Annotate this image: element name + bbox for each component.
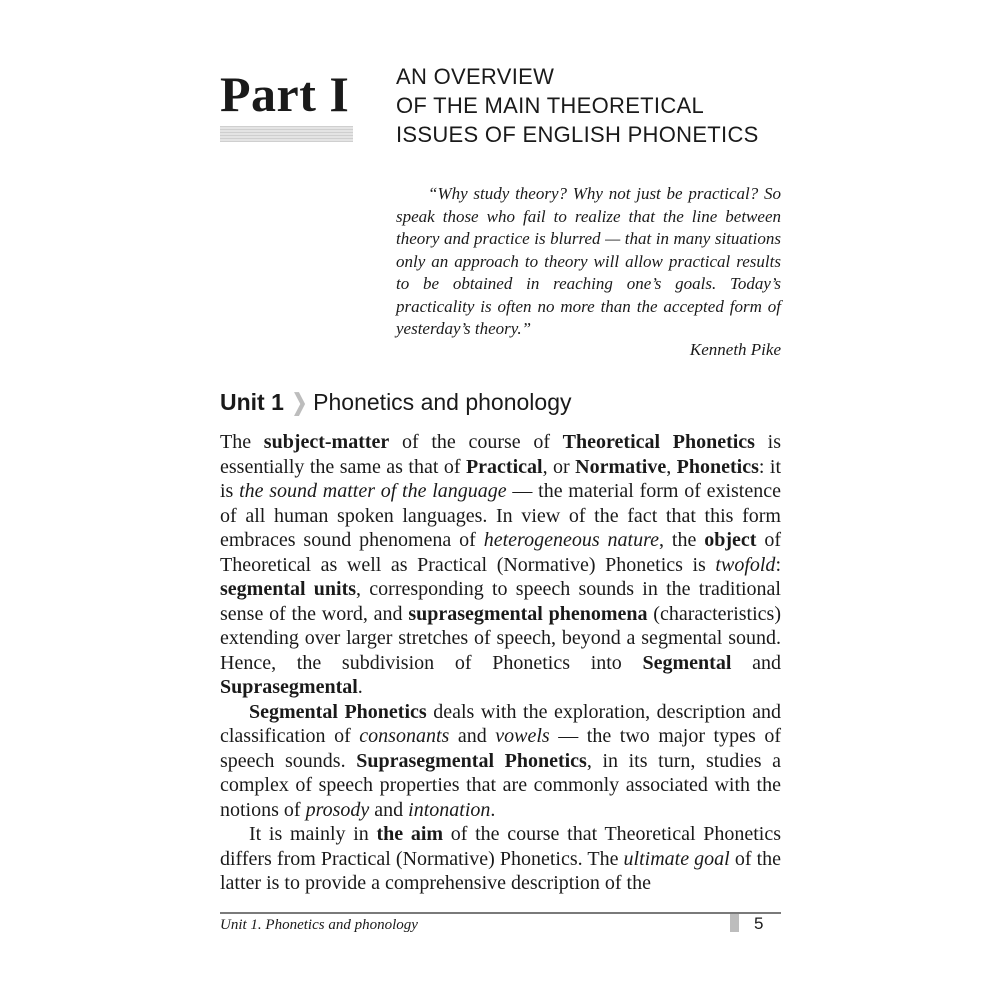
epigraph-quote: “Why study theory? Why not just be practical? So speak those who fail to realize that the line between theory and practice is blurred — that in many situations only an approach to theory will allow practical results to be obtained in reaching one’s goals. Today’s practicality is often no more than the accepted form of yesterday’s theory.”	[396, 184, 781, 338]
bold-term: Suprasegmental	[220, 676, 358, 698]
italic-term: prosody	[305, 798, 370, 821]
part-title-underline-bar	[220, 126, 353, 142]
text-run: and	[369, 798, 409, 821]
text-run: :	[775, 553, 781, 576]
text-run: deals with the exploration, description and classification of	[220, 700, 781, 747]
text-run: — the two major types of speech sounds.	[220, 725, 781, 772]
part-heading-line: OF THE MAIN THEORETICAL	[396, 93, 705, 118]
body-text	[220, 430, 781, 896]
unit-title: Phonetics and phonology	[313, 389, 572, 415]
text-run: of the course of	[389, 431, 563, 453]
text-run: of Theoretical as well as Practical (Normative) Phonetics is	[220, 529, 781, 576]
text-run: , the	[659, 529, 705, 551]
text-run: is essentially the same as that of	[220, 431, 781, 478]
part-heading	[396, 62, 759, 149]
bold-term: subject-matter	[263, 431, 390, 453]
text-run: .	[357, 676, 363, 698]
text-run: It is mainly in	[249, 823, 377, 845]
text-run: , in its turn, studies a complex of speech properties that are commonly associated with the notions of	[220, 749, 782, 821]
chevron-right-icon: ❯	[291, 389, 308, 415]
text-run: The	[220, 431, 264, 453]
italic-term: consonants	[359, 725, 450, 747]
italic-term: vowels	[495, 725, 550, 747]
page-number: 5	[754, 914, 764, 933]
bold-term: Segmental Phonetics	[249, 700, 427, 723]
epigraph-author: Kenneth Pike	[689, 340, 781, 359]
bold-term: object	[704, 529, 757, 551]
bold-term: Practical	[465, 455, 543, 478]
part-heading-line: ISSUES OF ENGLISH PHONETICS	[396, 122, 759, 147]
text-run: : it is	[220, 455, 782, 502]
bold-term: Phonetics	[676, 455, 759, 478]
part-heading-line: AN OVERVIEW	[396, 64, 555, 89]
text-run: and	[731, 651, 781, 674]
italic-term: the sound matter of the language	[239, 480, 507, 502]
bold-term: Suprasegmental Phonetics	[356, 749, 587, 772]
italic-term: intonation	[408, 798, 491, 821]
text-run: ,	[666, 455, 677, 478]
text-run: — the material form of existence of all human spoken languages. In view of the fact that this form embraces sound phenomena of	[220, 480, 781, 551]
text-run: , corresponding to speech sounds in the traditional sense of the word, and	[220, 578, 781, 625]
text-run: of the latter is to provide a comprehensive description of the	[220, 847, 782, 894]
bold-term: Normative	[575, 455, 667, 478]
bold-term: Segmental	[642, 651, 732, 674]
body-paragraph	[220, 700, 781, 823]
footer-running-title: Unit 1. Phonetics and phonology	[220, 917, 418, 933]
bold-term: the aim	[376, 823, 444, 845]
text-run: of the course that Theoretical Phonetics differs from Practical (Normative) Phonetics. The	[220, 823, 781, 870]
part-title: Part I	[220, 66, 350, 122]
text-run: , or	[542, 455, 576, 478]
body-paragraph	[220, 822, 781, 896]
bold-term: Theoretical Phonetics	[562, 431, 755, 453]
text-run: .	[490, 798, 496, 821]
text-run: and	[449, 725, 496, 747]
footer-marker	[730, 914, 739, 932]
unit-heading	[220, 387, 571, 417]
italic-term: ultimate goal	[623, 847, 730, 870]
bold-term: suprasegmental phenomena	[408, 602, 648, 625]
bold-term: segmental units	[220, 578, 357, 600]
body-paragraph	[220, 430, 781, 700]
text-run: (characteristics) extending over larger stretches of speech, beyond a segmental sound. Hence, the subdivision of Phonetics into	[220, 602, 781, 674]
italic-term: twofold	[715, 553, 776, 576]
unit-number: Unit 1	[220, 389, 284, 415]
italic-term: heterogeneous nature	[483, 529, 659, 551]
